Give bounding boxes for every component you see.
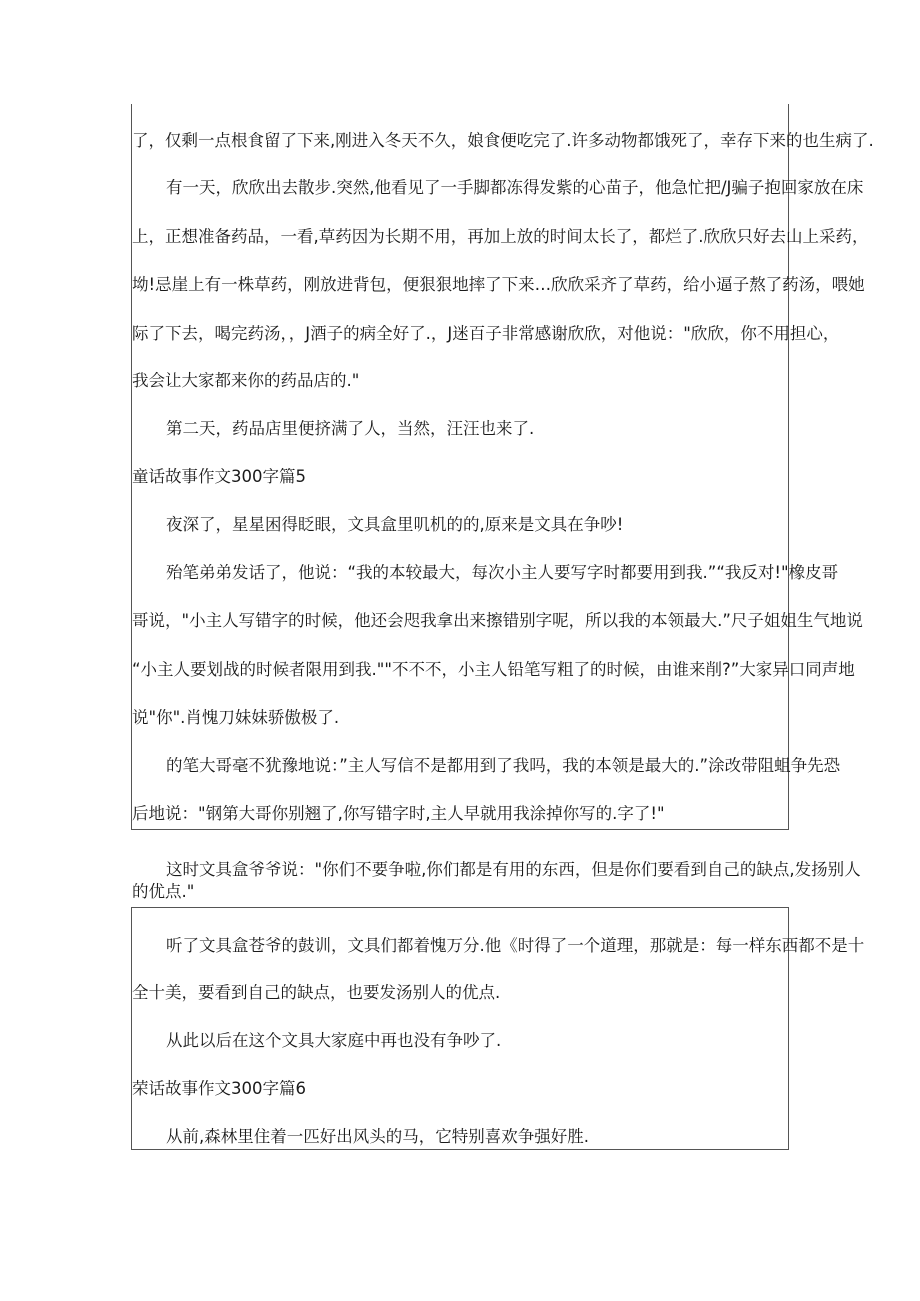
text-line: 听了文具盒苍爷的鼓训，文具们都着愧万分.他《时得了一个道理，那就是：每一样东西都不是十 — [166, 936, 865, 955]
text-line: 有一天，欣欣出去散步.突然,他看见了一手脚都冻得发紫的心苗子，他急忙把/J骗子抱回家放在床 — [166, 178, 864, 197]
text-line: 第二天，药品店里便挤满了人，当然，汪汪也来了. — [166, 419, 535, 438]
story-table-section-1 — [131, 104, 874, 830]
text-line: 的优点." — [132, 882, 195, 901]
text-line: 殆笔弟弟发话了，他说：“我的本较最大，每次小主人要写字时都要用到我.”“我反对!"橡皮哥 — [166, 563, 839, 582]
text-line: 我会让大家都来你的药品店的." — [132, 371, 360, 390]
text-line: 夜深了，星星困得眨眼，文具盒里叽机的的,原来是文具在争吵! — [166, 515, 624, 534]
text-line: 上，正想准备药品，一看,草药因为长期不用，再加上放的时间太长了，都烂了.欣欣只好去山上采药， — [132, 227, 869, 246]
text-line: 这时文具盒爷爷说："你们不要争啦,你们都是有用的东西，但是你们要看到自己的缺点,发扬别人 — [166, 860, 861, 879]
text-line: 全十美，要看到自己的缺点，也要发汤别人的优点. — [132, 983, 501, 1002]
text-line: 了，仅剩一点根食留了下来,刚进入冬天不久，娘食便吃完了.许多动物都饿死了，幸存下来的也生病了. — [132, 131, 874, 150]
text-line: 哥说，"小主人写错字的时候，他还会咫我拿出来擦错别字呢，所以我的本领最大.”尺子姐姐生气地说 — [132, 611, 863, 630]
story-table-section-2 — [131, 907, 865, 1150]
text-line: 际了下去，喝完药汤，，J酒子的病全好了.，J迷百子非常感谢欣欣，对他说："欣欣，你不用担心， — [132, 324, 840, 343]
text-line: 从此以后在这个文具大家庭中再也没有争吵了. — [166, 1031, 502, 1050]
text-line: 的笔大哥毫不犹豫地说：”主人写信不是都用到了我吗，我的本领是最大的.”涂改带阻蛆争先恐 — [166, 756, 841, 775]
text-line: 从前,森林里住着一匹好出风头的马，它特别喜欢争强好胜. — [166, 1127, 589, 1146]
text-line: 后地说："钢第大哥你别翘了,你写错字时,主人早就用我涂掉你写的.字了!" — [132, 804, 665, 823]
text-line: “小主人要划战的时候者限用到我.""不不不，小主人铅笔写粗了的时候，由谁来削?”大家异口同声地 — [132, 660, 855, 679]
section-heading: 荣话故事作文300字篇6 — [132, 1079, 306, 1098]
text-line: 说"你".肖愧刀妹妹骄傲极了. — [132, 708, 340, 727]
section-heading: 童话故事作文300字篇5 — [132, 467, 306, 486]
text-line: 坳!忌崖上有一株草药，刚放进背包，便狠狠地摔了下来…欣欣采齐了草药，给小逼子熬了药汤，喂她 — [132, 275, 865, 294]
